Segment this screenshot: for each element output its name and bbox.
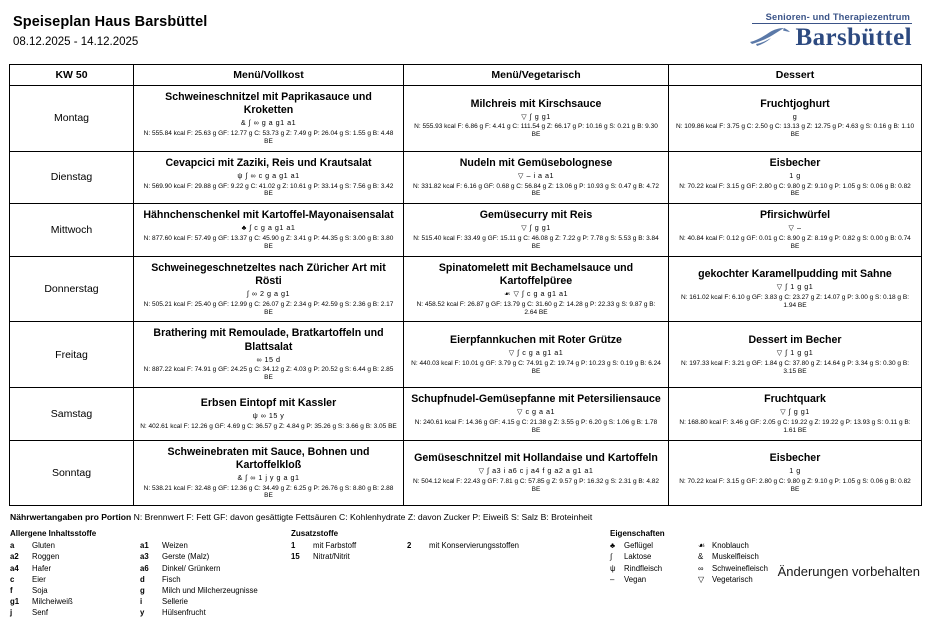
- meal-cell-vegetarisch: [404, 440, 669, 506]
- allergens-heading: Allergene Inhaltsstoffe: [10, 529, 97, 539]
- date-range: 08.12.2025 - 14.12.2025: [13, 36, 139, 48]
- meal-name: Pfirsichwürfel: [759, 209, 831, 222]
- meal-allergen-symbols: ▽ ∫ g g1: [521, 223, 551, 233]
- meal-name: Fruchtjoghurt: [760, 97, 830, 110]
- meal-allergen-symbols: ▽ ∫ c g a g1 a1: [508, 348, 564, 358]
- meal-nutrition: N: 240.61 kcal F: 14.36 g GF: 4.15 g C: 21.38 g Z: 3.55 g P: 6.20 g S: 1.06 g B: 1.78 BE: [414, 418, 658, 434]
- nutrition-legend-label: Nährwertangaben pro Portion: [10, 512, 132, 523]
- allergen-item: [140, 551, 258, 562]
- meal-name: Gemüsecurry mit Reis: [479, 209, 593, 222]
- property-item: [698, 563, 768, 574]
- property-key: ♣: [610, 541, 616, 551]
- meal-nutrition: N: 70.22 kcal F: 3.15 g GF: 2.80 g C: 9.80 g Z: 9.10 g P: 1.05 g S: 0.06 g B: 0.82 BE: [679, 478, 911, 493]
- allergen-item: [140, 563, 258, 574]
- property-key: –: [610, 574, 615, 584]
- allergen-item: [10, 540, 96, 551]
- meal-nutrition: N: 887.22 kcal F: 74.91 g GF: 24.25 g C: 34.12 g Z: 4.03 g P: 20.52 g S: 6.44 g B: 2.85 BE: [143, 366, 394, 382]
- meal-allergen-symbols: & ∫ ∞ 1 j y g a g1: [237, 472, 300, 482]
- day-label: Sonntag: [10, 440, 134, 506]
- meal-nutrition: N: 555.84 kcal F: 25.63 g GF: 12.77 g C: 53.73 g Z: 7.49 g P: 26.04 g S: 1.55 g B: 4.48 BE: [143, 130, 394, 145]
- meal-allergen-symbols: ▽ ∫ g g1: [780, 407, 810, 417]
- meal-allergen-symbols: ▽ c g a a1: [516, 407, 556, 417]
- changes-reserved-note: Änderungen vorbehalten: [777, 564, 920, 579]
- meal-cell-vollkost: [134, 256, 404, 322]
- property-key: ∞: [698, 563, 704, 573]
- property-item: [698, 540, 768, 551]
- meal-nutrition: N: 168.80 kcal F: 3.46 g GF: 2.05 g C: 19.22 g Z: 19.22 g P: 13.93 g S: 0.11 g B: 1.61 BE: [679, 418, 911, 434]
- allergen-label: Roggen: [32, 552, 60, 562]
- allergen-key: g: [140, 586, 145, 596]
- meal-nutrition: N: 40.84 kcal F: 0.12 g GF: 0.01 g C: 8.90 g Z: 8.19 g P: 0.82 g S: 0.00 g B: 0.74 BE: [679, 235, 911, 250]
- additive-item: [291, 540, 356, 551]
- allergen-key: a2: [10, 552, 19, 562]
- meal-cell-dessert: [669, 151, 922, 203]
- column-header-vegetarisch: Menü/Vegetarisch: [404, 65, 669, 86]
- allergen-item: [10, 574, 96, 585]
- meal-name: Eisbecher: [769, 452, 821, 465]
- meal-allergen-symbols: ∞ 15 d: [256, 354, 281, 364]
- day-label: Mittwoch: [10, 204, 134, 256]
- meal-cell-vollkost: [134, 151, 404, 203]
- column-header-week: KW 50: [10, 65, 134, 86]
- meal-nutrition: N: 538.21 kcal F: 32.48 g GF: 12.36 g C: 34.49 g Z: 6.25 g P: 26.76 g S: 8.80 g B: 2.88 BE: [143, 484, 394, 500]
- table-row: [10, 256, 922, 322]
- table-row: [10, 388, 922, 440]
- allergen-label: Eier: [32, 574, 46, 584]
- column-header-vollkost: Menü/Vollkost: [134, 65, 404, 86]
- meal-nutrition: N: 109.86 kcal F: 3.75 g C: 2.50 g C: 13.13 g Z: 12.75 g P: 4.63 g S: 0.16 g B: 1.10 BE: [675, 123, 915, 139]
- company-logo: [690, 12, 912, 50]
- table-row: [10, 440, 922, 506]
- properties-column-2: [698, 529, 768, 585]
- property-label: Laktose: [624, 552, 652, 562]
- allergen-label: Gluten: [32, 541, 55, 551]
- property-item: [698, 574, 768, 585]
- menu-table: [9, 64, 922, 506]
- meal-allergen-symbols: ☙ ▽ ∫ c g a g1 a1: [504, 289, 568, 299]
- property-label: Muskelfleisch: [712, 552, 759, 562]
- meal-name: Hähnchenschenkel mit Kartoffel-Mayonaisensalat: [143, 209, 394, 222]
- meal-nutrition: N: 877.60 kcal F: 57.49 g GF: 13.37 g C: 45.90 g Z: 3.41 g P: 44.35 g S: 3.00 g B: 3.80 BE: [143, 235, 394, 250]
- day-label: Donnerstag: [10, 256, 134, 322]
- meal-allergen-symbols: ▽ ∫ a3 i a6 c j a4 f g a2 a g1 a1: [478, 466, 594, 476]
- allergen-label: Milch und Milcherzeugnisse: [162, 586, 258, 596]
- allergen-item: [10, 563, 96, 574]
- allergen-key: a3: [140, 552, 149, 562]
- allergen-item: [10, 607, 96, 618]
- allergen-item: [140, 574, 258, 585]
- allergen-key: c: [10, 574, 15, 584]
- additive-label: Nitrat/Nitrit: [313, 552, 350, 562]
- meal-nutrition: N: 458.52 kcal F: 26.87 g GF: 13.79 g C: 31.60 g Z: 14.28 g P: 22.33 g S: 9.87 g B: 2.64 BE: [416, 300, 656, 316]
- allergen-item: [140, 540, 258, 551]
- meal-nutrition: N: 515.40 kcal F: 33.49 g GF: 15.11 g C: 46.08 g Z: 7.22 g P: 7.78 g S: 5.53 g B: 3.84 BE: [413, 235, 659, 250]
- allergen-item: [140, 607, 258, 618]
- property-item: [610, 540, 665, 551]
- page-header: [8, 14, 920, 64]
- meal-nutrition: N: 197.33 kcal F: 3.21 g GF: 1.84 g C: 37.80 g Z: 14.64 g P: 3.34 g S: 0.30 g B: 3.15 BE: [681, 359, 909, 375]
- additive-key: 1: [291, 541, 296, 551]
- allergen-label: Sellerie: [162, 597, 189, 607]
- property-label: Geflügel: [624, 541, 654, 551]
- allergen-item: [10, 551, 96, 562]
- meal-nutrition: N: 555.93 kcal F: 6.86 g F: 4.41 g C: 111.54 g Z: 66.17 g P: 10.16 g S: 0.21 g B: 9.30 BE: [414, 123, 658, 139]
- allergen-key: a6: [140, 563, 149, 573]
- meal-name: Schupfnudel-Gemüsepfanne mit Petersiliensauce: [411, 393, 661, 406]
- allergen-key: a4: [10, 563, 19, 573]
- table-row: [10, 151, 922, 203]
- additive-key: 2: [407, 541, 412, 551]
- meal-allergen-symbols: ▽ ∫ g g1: [521, 111, 551, 121]
- meal-cell-dessert: [669, 322, 922, 388]
- meal-cell-vegetarisch: [404, 322, 669, 388]
- allergen-label: Senf: [32, 608, 49, 618]
- property-key: &: [698, 552, 704, 562]
- meal-name: Schweinegeschnetzeltes nach Züricher Art mit Rösti: [151, 261, 386, 287]
- meal-cell-dessert: [669, 256, 922, 322]
- allergen-key: i: [140, 597, 143, 607]
- day-label: Montag: [10, 86, 134, 152]
- meal-nutrition: N: 440.03 kcal F: 10.01 g GF: 3.79 g C: 74.91 g Z: 19.74 g P: 10.23 g S: 0.19 g B: 6.24 BE: [411, 359, 661, 375]
- meal-nutrition: N: 161.02 kcal F: 6.10 g GF: 3.83 g C: 23.27 g Z: 14.07 g P: 3.00 g S: 0.18 g B: 1.94 BE: [681, 294, 909, 309]
- meal-allergen-symbols: ▽ ∫ 1 g g1: [776, 282, 814, 292]
- table-row: [10, 86, 922, 152]
- nutrition-legend: [10, 512, 920, 522]
- allergen-label: Dinkel/ Grünkern: [162, 563, 221, 573]
- property-label: Rindfleisch: [624, 563, 663, 573]
- meal-allergen-symbols: 1 g: [789, 170, 801, 180]
- meal-cell-vegetarisch: [404, 204, 669, 256]
- meal-name: gekochter Karamellpudding mit Sahne: [698, 268, 892, 281]
- meal-cell-vollkost: [134, 388, 404, 440]
- allergen-label: Soja: [32, 586, 48, 596]
- property-item: [610, 563, 665, 574]
- meal-nutrition: N: 402.61 kcal F: 12.26 g GF: 4.69 g C: 36.57 g Z: 4.84 g P: 35.26 g S: 3.66 g B: 3.05 BE: [140, 422, 397, 430]
- meal-name: Schweinebraten mit Sauce, Bohnen und Kartoffelkloß: [167, 445, 370, 471]
- allergens-column-1: [10, 529, 96, 618]
- meal-cell-vollkost: [134, 86, 404, 152]
- meal-allergen-symbols: ∫ ∞ 2 g a g1: [246, 289, 291, 299]
- meal-name: Eisbecher: [769, 156, 821, 169]
- column-header-dessert: Dessert: [669, 65, 922, 86]
- additives-spacer: [407, 529, 519, 538]
- meal-cell-dessert: [669, 440, 922, 506]
- additives-column-1: [291, 529, 356, 562]
- meal-nutrition: N: 70.22 kcal F: 3.15 g GF: 2.80 g C: 9.80 g Z: 9.10 g P: 1.05 g S: 0.06 g B: 0.82 BE: [679, 182, 911, 198]
- allergen-key: j: [10, 608, 13, 618]
- additive-key: 15: [291, 552, 300, 562]
- meal-allergen-symbols: & ∫ ∞ g a g1 a1: [240, 118, 297, 128]
- meal-name: Dessert im Becher: [748, 333, 842, 346]
- additives-heading: Zusatzstoffe: [291, 529, 339, 539]
- meal-cell-dessert: [669, 86, 922, 152]
- property-label: Vegan: [624, 574, 647, 584]
- property-item: [698, 551, 768, 562]
- additive-label: mit Konservierungsstoffen: [429, 541, 519, 551]
- meal-name: Brathering mit Remoulade, Bratkartoffeln und Blattsalat: [153, 327, 384, 353]
- logo-wordmark: Barsbüttel: [795, 24, 912, 51]
- allergen-label: Hafer: [32, 563, 52, 573]
- property-item: [610, 574, 665, 585]
- allergen-item: [10, 596, 96, 607]
- swallow-bird-icon: [748, 27, 792, 49]
- meal-allergen-symbols: ▽ –: [788, 223, 802, 233]
- allergens-spacer: [140, 529, 258, 538]
- meal-cell-vollkost: [134, 322, 404, 388]
- allergen-key: f: [10, 586, 13, 596]
- meal-nutrition: N: 331.82 kcal F: 6.16 g GF: 0.68 g C: 56.84 g Z: 13.06 g P: 10.93 g S: 0.47 g B: 4.72 BE: [412, 182, 660, 198]
- allergens-column-2: [140, 529, 258, 618]
- property-key: ∫: [610, 552, 613, 562]
- meal-cell-vollkost: [134, 440, 404, 506]
- allergen-key: y: [140, 608, 145, 618]
- day-label: Dienstag: [10, 151, 134, 203]
- meal-cell-dessert: [669, 388, 922, 440]
- allergen-key: d: [140, 574, 145, 584]
- meal-allergen-symbols: ψ ∞ 15 y: [252, 411, 285, 421]
- meal-name: Fruchtquark: [764, 393, 826, 406]
- meal-name: Milchreis mit Kirschsauce: [470, 97, 602, 110]
- property-key: ψ: [610, 563, 616, 573]
- meal-cell-vollkost: [134, 204, 404, 256]
- property-key: ☙: [698, 541, 705, 551]
- property-label: Vegetarisch: [712, 574, 753, 584]
- meal-cell-vegetarisch: [404, 256, 669, 322]
- allergen-label: Hülsenfrucht: [162, 608, 206, 618]
- meal-cell-dessert: [669, 204, 922, 256]
- property-label: Knoblauch: [712, 541, 749, 551]
- meal-allergen-symbols: ▽ ∫ 1 g g1: [776, 348, 814, 358]
- meal-cell-vegetarisch: [404, 388, 669, 440]
- allergen-label: Gerste (Malz): [162, 552, 210, 562]
- meal-allergen-symbols: ♣ ∫ c g a g1 a1: [241, 223, 296, 233]
- page-title: Speiseplan Haus Barsbüttel: [13, 14, 208, 30]
- property-item: [610, 551, 665, 562]
- day-label: Samstag: [10, 388, 134, 440]
- meal-allergen-symbols: ψ ∫ ∞ c g a g1 a1: [237, 170, 300, 180]
- meal-nutrition: N: 569.90 kcal F: 29.88 g GF: 9.22 g C: 41.02 g Z: 10.61 g P: 33.14 g S: 7.56 g B: 3.42 BE: [143, 182, 394, 198]
- properties-column-1: [610, 529, 665, 585]
- meal-nutrition: N: 504.12 kcal F: 22.43 g GF: 7.81 g C: 57.85 g Z: 9.57 g P: 16.32 g S: 2.31 g B: 4.82 BE: [412, 478, 660, 493]
- meal-cell-vegetarisch: [404, 86, 669, 152]
- meal-name: Spinatomelett mit Bechamelsauce und Kartoffelpüree: [438, 261, 634, 287]
- allergen-label: Milcheiweiß: [32, 597, 73, 607]
- meal-name: Erbsen Eintopf mit Kassler: [200, 396, 337, 409]
- additives-column-2: [407, 529, 519, 551]
- allergen-key: g1: [10, 597, 20, 607]
- logo-subtitle: Senioren- und Therapiezentrum: [765, 12, 910, 22]
- meal-name: Schweineschnitzel mit Paprikasauce und Kroketten: [165, 91, 372, 117]
- meal-name: Gemüseschnitzel mit Hollandaise und Kartoffeln: [414, 452, 658, 465]
- additive-item: [291, 551, 356, 562]
- additive-label: mit Farbstoff: [313, 541, 357, 551]
- nutrition-legend-text: N: Brennwert F: Fett GF: davon gesättigte Fettsäuren C: Kohlenhydrate Z: davon Zucker P: Eiweiß S: Salz B: Broteinheit: [133, 512, 593, 523]
- meal-name: Cevapcici mit Zaziki, Reis und Krautsalat: [165, 156, 372, 169]
- table-row: [10, 204, 922, 256]
- properties-heading: Eigenschaften: [610, 529, 665, 539]
- meal-allergen-symbols: 1 g: [789, 466, 801, 476]
- property-label: Schweinefleisch: [712, 563, 768, 573]
- properties-spacer: [698, 529, 768, 538]
- meal-allergen-symbols: g: [792, 111, 798, 121]
- allergen-label: Weizen: [162, 541, 188, 551]
- allergen-label: Fisch: [162, 574, 181, 584]
- table-header-row: [10, 65, 922, 86]
- day-label: Freitag: [10, 322, 134, 388]
- meal-nutrition: N: 505.21 kcal F: 25.40 g GF: 12.99 g C: 26.07 g Z: 2.34 g P: 42.59 g S: 2.36 g B: 2.17 BE: [143, 300, 394, 316]
- additive-item: [407, 540, 519, 551]
- meal-name: Nudeln mit Gemüsebolognese: [459, 156, 613, 169]
- meal-name: Eierpfannkuchen mit Roter Grütze: [450, 333, 622, 346]
- meal-cell-vegetarisch: [404, 151, 669, 203]
- meal-allergen-symbols: ▽ – i a a1: [517, 170, 555, 180]
- table-row: [10, 322, 922, 388]
- allergen-item: [140, 596, 258, 607]
- allergen-key: a1: [140, 541, 149, 551]
- allergen-key: a: [10, 541, 15, 551]
- property-key: ▽: [698, 574, 704, 584]
